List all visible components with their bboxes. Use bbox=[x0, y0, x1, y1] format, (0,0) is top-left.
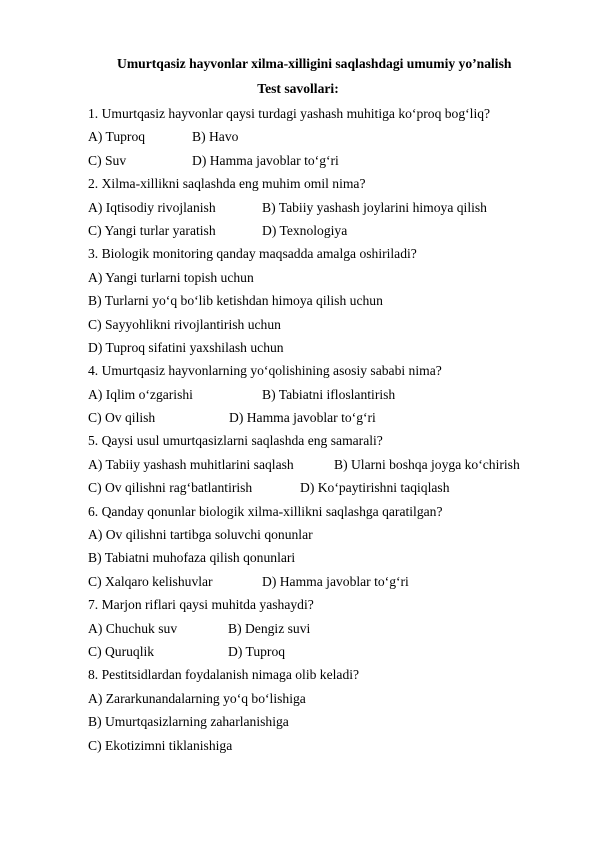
question-1-options-row bbox=[88, 129, 568, 152]
question-1-option-a: A) Tuproq bbox=[88, 129, 146, 145]
question-6-text: 6. Qanday qonunlar biologik xilma-xillikni saqlashga qaratilgan? bbox=[88, 503, 443, 519]
question-7-options-row bbox=[88, 621, 568, 644]
question-3-option-b: B) Turlarni yo‘q bo‘lib ketishdan himoya qilish uchun bbox=[88, 293, 383, 309]
question-4-option-d: D) Hamma javoblar to‘g‘ri bbox=[229, 410, 376, 426]
question-2-option-d: D) Texnologiya bbox=[262, 222, 348, 238]
question-6-options-row bbox=[88, 574, 568, 597]
question-2-option-c: C) Yangi turlar yaratish bbox=[88, 222, 216, 238]
question-5-options-row bbox=[88, 480, 568, 503]
question-7-option-b: B) Dengiz suvi bbox=[228, 620, 311, 636]
question-6-option-a: A) Ov qilishni tartibga soluvchi qonunlar bbox=[88, 527, 313, 543]
question-1-option-d: D) Hamma javoblar to‘g‘ri bbox=[192, 152, 339, 168]
question-2-options-row bbox=[88, 223, 568, 246]
question-7-options-row bbox=[88, 644, 568, 667]
question-1-option-c: C) Suv bbox=[88, 152, 127, 168]
question-4-options-row bbox=[88, 410, 568, 433]
question-3-text: 3. Biologik monitoring qanday maqsadda amalga oshiriladi? bbox=[88, 246, 417, 262]
question-list bbox=[88, 106, 568, 761]
question-4-options-row bbox=[88, 387, 568, 410]
question-8-option-c: C) Ekotizimni tiklanishiga bbox=[88, 737, 233, 753]
question-5-option-b: B) Ularni boshqa joyga ko‘chirish bbox=[334, 456, 520, 472]
question-3-option-a: A) Yangi turlarni topish uchun bbox=[88, 269, 254, 285]
question-5-option-d: D) Ko‘paytirishni taqiqlash bbox=[300, 480, 450, 496]
question-7-option-c: C) Quruqlik bbox=[88, 643, 155, 659]
question-8-option-b: B) Umurtqasizlarning zaharlanishiga bbox=[88, 714, 289, 730]
question-7-option-a: A) Chuchuk suv bbox=[88, 620, 178, 636]
question-3-option-d: D) Tuproq sifatini yaxshilash uchun bbox=[88, 339, 284, 355]
document-title: Umurtqasiz hayvonlar xilma-xilligini saqlashdagi umumiy yo’nalish bbox=[117, 56, 512, 71]
question-1-options-row bbox=[88, 153, 568, 176]
question-4-option-b: B) Tabiatni ifloslantirish bbox=[262, 386, 396, 402]
question-2-option-b: B) Tabiiy yashash joylarini himoya qilish bbox=[262, 199, 487, 215]
question-1-option-b: B) Havo bbox=[192, 129, 239, 145]
question-6-option-d: D) Hamma javoblar to‘g‘ri bbox=[262, 573, 409, 589]
question-4-option-a: A) Iqlim o‘zgarishi bbox=[88, 386, 193, 402]
question-7-option-d: D) Tuproq bbox=[228, 643, 286, 659]
question-6-option-b: B) Tabiatni muhofaza qilish qonunlari bbox=[88, 550, 296, 566]
question-4-option-c: C) Ov qilish bbox=[88, 410, 156, 426]
question-2-option-a: A) Iqtisodiy rivojlanish bbox=[88, 199, 216, 215]
question-5-options-row bbox=[88, 457, 568, 480]
question-5-option-c: C) Ov qilishni rag‘batlantirish bbox=[88, 480, 253, 496]
question-1-text: 1. Umurtqasiz hayvonlar qaysi turdagi yashash muhitiga ko‘proq bog‘liq? bbox=[88, 106, 491, 121]
question-8-text: 8. Pestitsidlardan foydalanish nimaga olib keladi? bbox=[88, 667, 360, 683]
question-2-options-row bbox=[88, 200, 568, 223]
question-7-text: 7. Marjon riflari qaysi muhitda yashaydi? bbox=[88, 597, 314, 613]
question-2-text: 2. Xilma-xillikni saqlashda eng muhim omil nima? bbox=[88, 176, 366, 192]
question-8-option-a: A) Zararkunandalarning yo‘q bo‘lishiga bbox=[88, 690, 306, 706]
question-5-text: 5. Qaysi usul umurtqasizlarni saqlashda eng samarali? bbox=[88, 433, 383, 449]
question-5-option-a: A) Tabiiy yashash muhitlarini saqlash bbox=[88, 456, 294, 472]
question-4-text: 4. Umurtqasiz hayvonlarning yo‘qolishining asosiy sababi nima? bbox=[88, 363, 442, 379]
question-6-option-c: C) Xalqaro kelishuvlar bbox=[88, 573, 213, 589]
question-3-option-c: C) Sayyohlikni rivojlantirish uchun bbox=[88, 316, 281, 332]
document-subtitle: Test savollari: bbox=[257, 81, 339, 96]
